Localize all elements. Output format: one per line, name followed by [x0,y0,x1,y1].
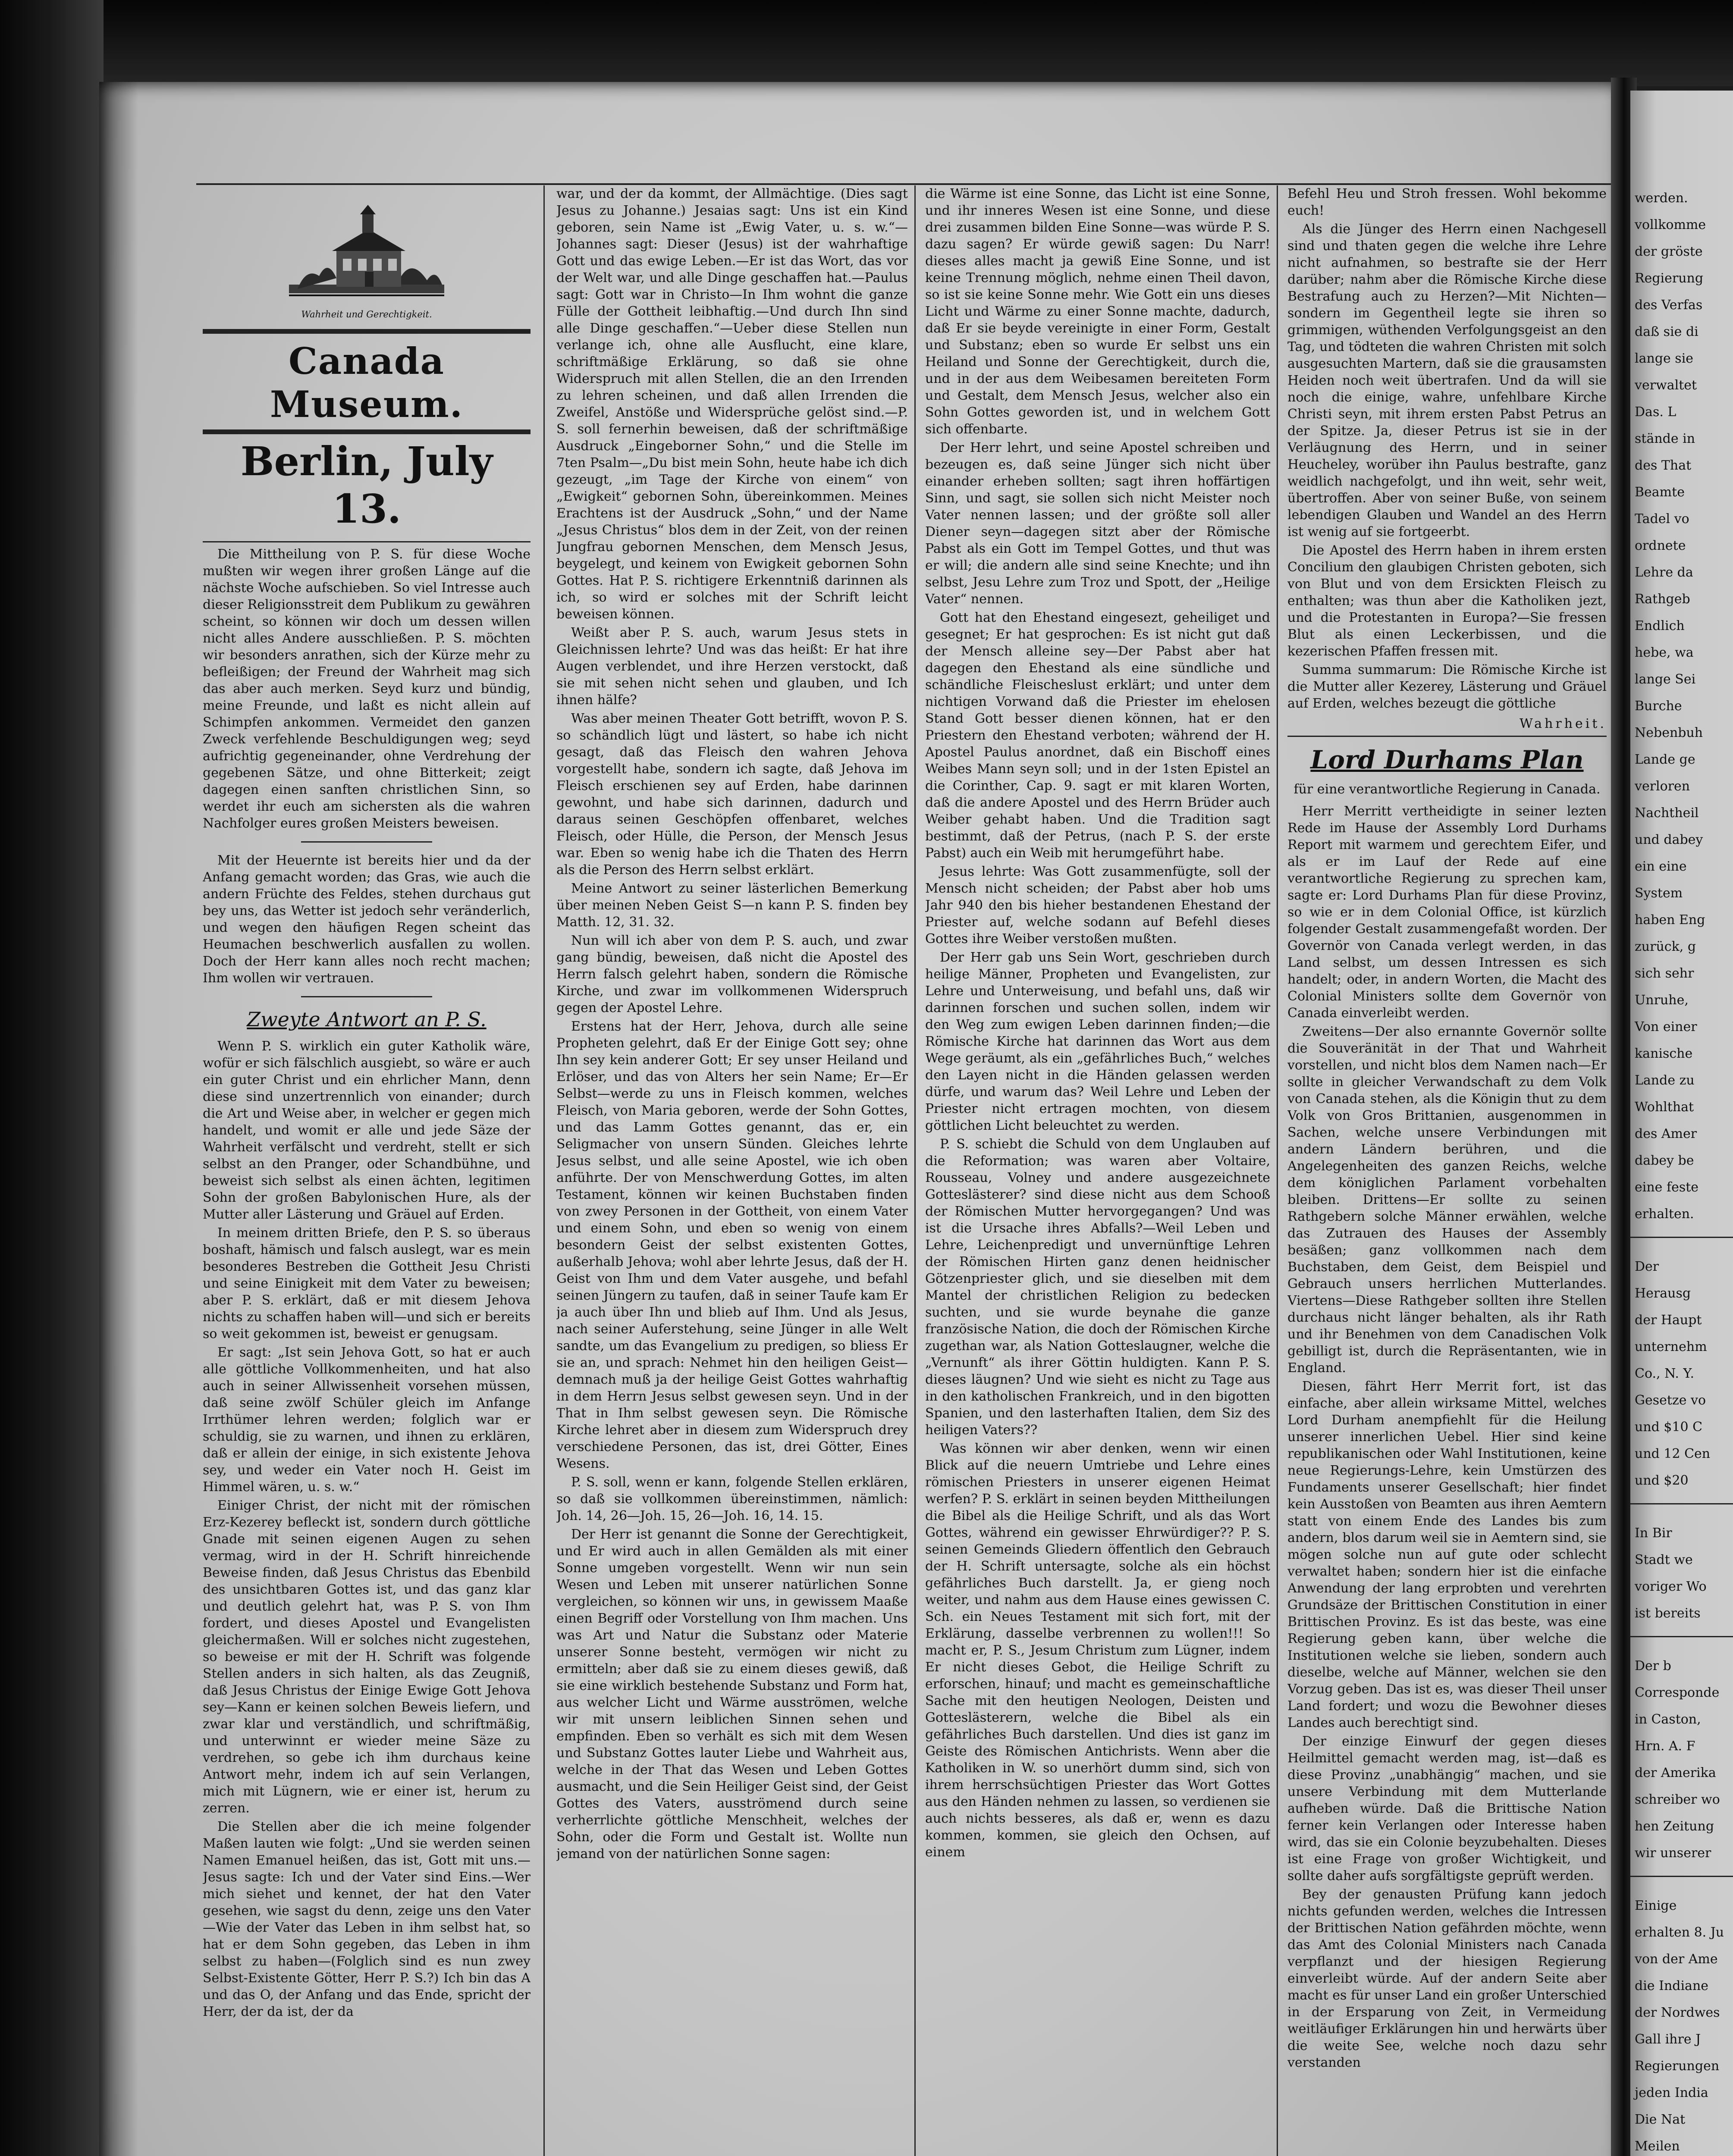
adjacent-page-fragment: und 12 Cen [1635,1446,1711,1461]
adjacent-page-fragment: verwaltet [1635,378,1697,393]
harvest-notice: Mit der Heuernte ist bereits hier und da der Anfang gemacht worden; das Gras, wie auch die andern Früchte des Feldes, stehen durchaus gut bey uns, das Wetter ist jedoch sehr veränderlich, und wegen den häufigen Regen scheint das Heumachen beschwerlich ausfallen zu wollen. Doch der Herr kann alles noch recht machen; Ihm wollen wir vertrauen. [203,853,531,986]
masthead-title: Canada Museum. [270,340,463,426]
scan-top-margin [0,0,1733,86]
adjacent-page-fragment: ist bereits [1635,1606,1701,1621]
article-paragraph: Herr Merritt vertheidigte in seiner lezten Rede im Hause der Assembly Lord Durhams Report mit warmem und gerechtem Eifer, und als er im Lauf der Rede auf eine verantwortliche Regierung zu sprechen kam, sagte er: Lord Durhams Plan für diese Provinz, so wie er in dem Colonial Office, ist kürzlich folgender Gestalt zusammengefaßt worden. Der Governör von Canada verlegt werden, in das Land selbst, um dessen Intressen es sich handelt; oder, in andern Worten, die Macht des Colonial Ministers sollte dem Governör von Canada einverleibt werden. [1287,804,1607,1021]
dateline-rule [203,541,531,542]
adjacent-page-fragment: Nachtheil [1635,805,1699,821]
article-paragraph: Der Herr ist genannt die Sonne der Gerechtigkeit, und Er wird auch in allen Gemälden als mit einer Sonne umgeben vorgestellt. Wenn wir nun sein Wesen und Leben mit unserer natürlichen Sonne vergleichen, so können wir uns, in gewissem Maaße einen Begriff oder Vorstellung von Ihm machen. Uns was Art und Natur die Substanz oder Materie unserer Sonne besteht, vermögen wir nicht zu ermitteln; aber daß sie zu einem dieses gewiß, daß sie eine wirklich bestehende Substanz und Form hat, aus welcher Licht und Wärme ausströmen, welche wir mit unsern leiblichen Sinnen sehen und empfinden. Eben so verhält es sich mit dem Wesen und Substanz Gottes lauter Liebe und Wahrheit aus, welche in der That das Wesen und Leben Gottes ausmacht, und die Sein Heiliger Geist sind, der Geist Gottes des Vaters, ausströmend durch seine verherrlichte göttliche Menschheit, welches der Sohn, oder die Form und Gestalt ist. Wollte nun jemand von der natürlichen Sonne sagen: [556,1527,908,1861]
adjacent-page-fragment: Gall ihre J [1635,2032,1701,2047]
article-paragraph: Erstens hat der Herr, Jehova, durch alle seine Propheten gelehrt, daß Er der Einige Gott sey; ohne Ihn sey kein anderer Gott; Er sey unser Heiland und Erlöser, und das von Alters her sein Name; Er—Er Selbst—werde zu uns in Fleisch kommen, welches Fleisch, von Maria geboren, werde der Sohn Gottes, und das Lamm Gottes genannt, das er, ein Seligmacher von unsern Sünden. Gleiches lehrte Jesus selbst, und alle seine Apostel, wie ich oben anführte. Der von Menschwerdung Gottes, im alten Testament, können wir keinen Buchstaben finden von zwey Personen in der Gottheit, von einem Vater und einem Sohn, und eben so wenig von einem besondern Geist der selbst existenten Gottes, außerhalb Jehova; wohl aber lehrte Jesus, daß der H. Geist von Ihm und dem Vater ausgehe, und befahl seinen Jüngern zu taufen, daß in seiner Taufe kam Er ja auch über Ihn und blieb auf Ihm. Und als Jesus, nach seiner Auferstehung, seine Jünger in alle Welt sandte, um das Evangelium zu predigen, so bliess Er sie an, und sprach: Nehmet hin den heiligen Geist—demnach muß ja der heilige Geist Gottes wahrhaftig in dem Herrn Jesus selbst gewesen seyn. Und in der That in Ihm selbst gewesen seyn. Die Römische Kirche lehret aber in diesem zum Widerspruch drey verschiedene Personen, das ist, drei Götter, Eines Wesens. [556,1019,908,1471]
adjacent-page-fragment: Regierung [1635,271,1704,286]
header-rule [196,183,1628,185]
reply-paragraph: Die Stellen aber die ich meine folgender Maßen lauten wie folgt: „Und sie werden seinen Namen Emanuel heißen, das ist, Gott mit uns.—Jesus sagte: Ich und der Vater sind Eins.—Wer mich siehet und kennet, der hat den Vater gesehen, wie sagst du denn, zeige uns den Vater—Wie der Vater das Leben in ihm selbst hat, so hat er dem Sohn gegeben, das Leben in ihm selbst zu haben—(Folglich sind es nun zwey Selbst-Existente Götter, Herr P. S.?) Ich bin das A und das O, der Anfang und das Ende, spricht der Herr, der da ist, der da [203,1819,531,2019]
adjacent-page-fragment: Endlich [1635,618,1685,633]
adjacent-page-fragment: Rathgeb [1635,592,1690,607]
durham-heading: Lord Durhams Plan [1310,745,1584,774]
adjacent-page-fragment: Lande ge [1635,752,1695,767]
article-paragraph: Diesen, fährt Herr Merrit fort, ist das einfache, aber allein wirksame Mittel, welches Lord Durham anempfiehlt für die Heilung unserer innerlichen Uebel. Hier sind keine republikanischen oder Wahl Institutionen, keine neue Regierungs-Lehre, kein Umstürzen des Fundaments unserer Gesellschaft; hier findet kein Ausstoßen von Beamten aus ihren Aemtern statt von einem Ende des Landes bis zum andern, blos darum weil sie in Aemtern sind, sie mögen solche nun auf gute oder schlecht verwaltet haben; sondern hier ist die einfache Anwendung der lang erprobten und verehrten Grundsäze der Brittischen Constitution in einer Brittischen Provinz. Es ist das beste, was eine Regierung geben kann, über welche die Institutionen welche sie lieben, sondern auch dieselbe, welche auf Männer, welchen sie den Vorzug geben. Das ist es, was dieser Theil unser Land fordert; und wozu die Bewohner dieses Landes auch berechtigt sind. [1287,1379,1607,1730]
adjacent-page-fragment: Herausg [1635,1286,1691,1301]
adjacent-page-fragment: Hrn. A. F [1635,1739,1695,1754]
article-paragraph: Als die Jünger des Herrn einen Nachgesell sind und thaten gegen die welche ihre Lehre nicht aufnahmen, so bestrafte sie der Herr darüber; nahm aber die Römische Kirche diese Bestrafung auch zu Herzen?—Mit Nichten—sondern im Gegentheil legte sie ihren so grimmigen, wüthenden Verfolgungsgeist an den Tag, und tödteten die wahren Christen mit solch ausgesuchten Martern, daß sie die grausamsten Heiden noch weit übertrafen. Und da will sie noch die einige, wahre, unfehlbare Kirche Christi seyn, mit ihrem ersten Pabst Petrus an der Spitze. Ja, dieser Petrus ist sie in der Verläugnung des Herrn, und in seiner Heucheley, worüber ihn Paulus bestrafte, ganz weidlich nachgefolgt, und ihn weit, sehr weit, übertroffen. Aber von seiner Buße, von seinem lebendigen Glauben und Wandel an des Herrn ist wenig auf sie fortgeerbt. [1287,222,1607,539]
article-paragraph: Meine Antwort zu seiner lästerlichen Bemerkung über meinen Neben Geist S—n kann P. S. finden bey Matth. 12, 31. 32. [556,881,908,930]
adjacent-page-fragment: Burche [1635,699,1682,714]
article-paragraph: Bey der genausten Prüfung kann jedoch nichts gefunden werden, welches die Intressen der Brittischen Nation gefährden möchte, wenn das Amt des Colonial Ministers nach Canada verpflanzt und der hiesigen Regierung einverleibt würde. Auf der andern Seite aber macht es für unser Land ein großer Unterschied in der Ersparung von Zeit, in Vermeidung weitläufiger Erklärungen hin und herwärts über die weite See, welche noch dazu sehr verstanden [1287,1887,1607,2070]
adjacent-page-fragment: haben Eng [1635,912,1705,928]
article-paragraph: Was aber meinen Theater Gott betrifft, wovon P. S. so schändlich lügt und lästert, so habe ich nicht gesagt, daß das Fleisch den wahren Jehova vorgestellt habe, sondern ich sagte, daß Jehova im Fleisch erschienen sey auf Erden, habe darinnen gewohnt, und habe sich darinnen, dadurch und daraus seinen Geschöpfen offenbaret, welches Fleisch, oder Hülle, die Person, der Mensch Jesus war. Eben so wenig habe ich die Thaten des Herrn als die Person des Herrn selbst erklärt. [556,711,908,877]
adjacent-page-fragment: des Amer [1635,1126,1697,1141]
masthead-rule-top [203,329,531,334]
adjacent-page-fragment: System [1635,886,1683,901]
adjacent-page-fragment: daß sie di [1635,324,1698,339]
adjacent-page-fragment: der Haupt [1635,1313,1702,1328]
reply-paragraph: In meinem dritten Briefe, den P. S. so überaus boshaft, hämisch und falsch auslegt, war es mein besonderes Bestreben die Gottheit Jesu Christi und seine Einigkeit mit dem Vater zu beweisen; aber P. S. erklärt, daß er mit diesem Jehova nichts zu schaffen haben will—und sich er bereits so weit gekommen ist, beweist er genugsam. [203,1225,531,1341]
adjacent-page-fragment: Der [1635,1259,1659,1274]
adjacent-page-fragment: und $20 [1635,1473,1689,1488]
article-paragraph: Die Apostel des Herrn haben in ihrem ersten Concilium den glaubigen Christen geboten, sich von Blut und von dem Ersickten Fleisch zu enthalten; was thun aber die Katholiken jezt, und die Protestanten in Europa?—Sie fressen Blut als einen Leckerbissen, und die kezerischen Pfaffen fressen mit. [1287,543,1607,659]
article-paragraph: die Wärme ist eine Sonne, das Licht ist eine Sonne, und ihr inneres Wesen ist eine Sonne, und diese drei zusammen bilden Eine Sonne—was würde P. S. dazu sagen? Er würde gewiß sagen: Du Narr! dieses alles macht ja gewiß Eine Sonne, und ist keine Trennung möglich, nehme einen Theil davon, so ist sie keine Sonne mehr. Wie Gott ein uns dieses Licht und Wärme zu einer Sonne machte, dadurch, daß Er sie beyde vereinigte in einer Form, Gestalt und Substanz; eben so wurde Er selbst uns ein Heiland und Sonne der Gerechtigkeit, durch die, und in der aus dem Weibesamen bereiteten Form und Gestalt, dem Mensch Jesus, welcher also ein Sohn Gottes geworden ist, und in welchem Gott sich offenbarte. [925,186,1270,437]
article-paragraph: Was können wir aber denken, wenn wir einen Blick auf die neuern Umtriebe und Lehre eines römischen Priesters in unserer eigenen Heimat werfen? P. S. erklärt in seinen beyden Mittheilungen die Bibel als die Heilige Schrift, und als das Wort Gottes, während ein gewisser Ehrwürdiger?? P. S. seinen Gemeinds Gliedern öffentlich den Gebrauch der H. Schrift untersagte, solche als ein höchst gefährliches Buch darstellt. Ja, er gieng noch weiter, und nahm aus dem Hause eines gewissen C. Sch. ein Neues Testament mit sich fort, mit der Erklärung, dasselbe verbrennen zu wollen!!! So macht er, P. S., Jesum Christum zum Lügner, indem Er nicht dieses Gebot, die Heilige Schrift zu erforschen, hinauf; und macht es gemeinschaftliche Sache mit den heutigen Neologen, Deisten und Gotteslästerern, welche die Bibel als ein gefährliches Buch darstellen. Und dies ist ganz im Geiste des Römischen Antichrists. Wenn aber die Katholiken in W. so unerhört dumm sind, sich von ihrem herrschsüchtigen Priester das Wort Gottes aus den Händen nehmen zu lassen, so verdienen sie auch nichts besseres, als daß er, wenn es dazu kommen, kommen, sie gleich den Ochsen, auf einem [925,1441,1270,1860]
adjacent-page-fragment: Tadel vo [1635,511,1689,526]
adjacent-page-fragment: schreiber wo [1635,1792,1720,1807]
article-paragraph: Gott hat den Ehestand eingesezt, geheiliget und gesegnet; Er hat gesprochen: Es ist nicht gut daß der Mensch alleine sey—Der Pabst aber hat dagegen den Ehestand als eine sündliche und schändliche Fleischeslust erklärt; und unter dem nichtigen Vorwand daß die Priester im ehelosen Stand Gott besser dienen können, hat er den Priestern den Ehestand verboten; während der H. Apostel Paulus anordnet, daß ein Bischoff eines Weibes Mann seyn soll; und in der 1sten Epistel an die Corinther, Cap. 9. sagt er mit klaren Worten, daß die andere Apostel und des Herrn Brüder auch Weiber gehabt haben. Und die Tradition sagt bestimmt, daß der Petrus, (nach P. S. der erste Pabst) auch ein Weib mit herumgeführt habe. [925,610,1270,861]
reply-paragraph: Wenn P. S. wirklich ein guter Katholik wäre, wofür er sich fälschlich ausgiebt, so wäre er auch ein guter Christ und ein ehrlicher Mann, denn diese sind unzertrennlich von einander; durch die Art und Weise aber, in welcher er gegen mich handelt, und womit er alle und jede Säze der Wahrheit verfälscht und verdreht, stellt er sich selbst an den Pranger, oder Schandbühne, und beweist sich selbst als einen ächten, legitimen Sohn der großen Babylonischen Hure, als der Mutter aller Lästerung und Gräuel auf Erden. [203,1039,531,1222]
adjacent-page-fragment: Meilen [1635,2139,1680,2154]
adjacent-page-fragment: werden. [1635,191,1688,206]
article-paragraph: Nun will ich aber von dem P. S. auch, und zwar gang bündig, beweisen, daß nicht die Apostel des Herrn falsch gelehrt haben, sondern die Römische Kirche, und zwar im vollkommenen Widerspruch gegen der Apostel Lehre. [556,933,908,1015]
article-paragraph: Jesus lehrte: Was Gott zusammenfügte, soll der Mensch nicht scheiden; der Pabst aber hob ums Jahr 940 den bis hieher bestandenen Ehestand der Priester auf, welche sodann auf Befehl dieses Gottes ihre Weiber verstoßen mußten. [925,864,1270,946]
masthead-rule-bottom [203,429,531,434]
column-rule [1277,185,1278,2156]
adjacent-page-fragment: zurück, g [1635,939,1696,954]
scan-left-margin [0,0,104,2156]
adjacent-page-fragment: Der b [1635,1658,1671,1673]
adjacent-page-rule [1630,1876,1733,1877]
adjacent-page-fragment: von der Ame [1635,1952,1718,1967]
adjacent-page [1630,91,1733,2156]
reply-paragraph: Einiger Christ, der nicht mit der römischen Erz-Kezerey befleckt ist, sondern durch göttliche Gnade mit seinen eigenen Augen zu sehen vermag, wird in der H. Schrift hinreichende Beweise finden, daß Jesus Christus das Ebenbild des unsichtbaren Gottes ist, und das ganz klar und deutlich gelehrt hat, was P. S. von Ihm fordert, und dieses Apostel und Evangelisten gleichermaßen. Will er solches nicht zugestehen, so beweise er mit der H. Schrift was folgende Stellen anders in sich halten, als das Zeugniß, daß Jesus Christus der Einige Ewige Gott Jehova sey—Kann er keinen solchen Beweis liefern, und zwar klar und verständlich, und schriftmäßig, und unterwinnt er wieder meine Säze zu verdrehen, so gebe ich ihm durchaus keine Antwort mehr, indem ich auf sein Verlangen, mich mit Lügnern, wie er einer ist, herum zu zerren. [203,1498,531,1816]
adjacent-page-fragment: Lehre da [1635,565,1693,580]
divider [301,841,432,843]
adjacent-page-fragment: vollkomme [1635,217,1706,232]
page-fold-shadow [99,82,138,2156]
reply-heading: Zweyte Antwort an P. S. [247,1008,487,1031]
adjacent-page-fragment: ordnete [1635,538,1686,553]
column-4 [1287,185,1607,2156]
adjacent-page-fragment: wir unserer [1635,1846,1711,1861]
adjacent-page-fragment: eine feste [1635,1180,1699,1195]
adjacent-page-fragment: verloren [1635,779,1690,794]
adjacent-page-fragment: Das. L [1635,404,1676,420]
adjacent-page-fragment: Stadt we [1635,1552,1693,1567]
masthead-motto: Wahrheit und Gerechtigkeit. [301,309,432,320]
article-paragraph: P. S. schiebt die Schuld von dem Unglauben auf die Reformation; was waren aber Voltaire, Rousseau, Volney und andere ausgezeichnete Gotteslästerer? sind diese nicht aus dem Schooß der Römischen Mutter hervorgegangen? Und was ist die Ursache ihres Abfalls?—Weil Leben und Lehre, Leichenpredigt und unvernünftige Lehren der Römischen Hirten ganz denen heidnischer Götzenpriester glich, und sie dieselben mit dem Mantel der christlichen Religion zu bedecken suchten, und sie wurde beynahe die ganze französische Nation, die doch der Römischen Kirche zugethan war, als Nation Gotteslaugner, welche die „Vernunft“ als ihrer Göttin huldigten. Kann P. S. dieses läugnen? Und wie sieht es nicht zu Tage aus in den katholischen Frankreich, und in den bigotten Spanien, und den lasterhaften Italien, dem Siz des heiligen Vaters?? [925,1137,1270,1438]
adjacent-page-fragment: des Verfas [1635,298,1703,313]
durham-subheading: für eine verantwortliche Regierung in Canada. [1293,782,1601,797]
adjacent-page-fragment: Einige [1635,1898,1677,1913]
article-paragraph: war, und der da kommt, der Allmächtige. (Dies sagt Jesus zu Johanne.) Jesaias sagt: Uns ist ein Kind geboren, sein Name ist „Ewig Vater, u. s. w.“—Johannes sagt: Dieser (Jesus) ist der wahrhaftige Gott und das ewige Leben.—Er ist das Wort, das vor der Welt war, und alle Dinge geschaffen hat.—Paulus sagt: Gott war in Christo—In Ihm wohnt die ganze Fülle der Gottheit leibhaftig.—Und durch Ihn sind alle Dinge geschaffen.“—Ueber diese Stellen nun verlange ich, ohne alle Ausflucht, eine klare, schriftmäßige Erklärung, so daß sie ohne Widerspruch mit allen Stellen, die an den Irrenden zu lehren scheinen, und daß allen Irrenden die Zweifel, Anstöße und Widersprüche gelöst sind.—P. S. soll fernerhin beweisen, daß der schriftmäßige Ausdruck „Eingeborner Sohn,“ und die Stelle im 7ten Psalm—„Du bist mein Sohn, heute habe ich dich gezeugt, „im Tage der Kirche von einem“ von „Ewigkeit“ gebornen Sohn, übereinkommen. Meines Erachtens ist der Ausdruck „Sohn,“ und der Name „Jesus Christus“ blos dem in der Zeit, von der reinen Jungfrau gebornen Menschen, dem Mensch Jesus, beygelegt, und keinem von Ewigkeit gebornen Sohn Gottes. Hat P. S. richtigere Erkenntniß darinnen als ich, so wird er solches mit der Schrift leicht beweisen können. [556,186,908,622]
adjacent-page-fragment: In Bir [1635,1526,1672,1541]
adjacent-page-fragment: die Indiane [1635,1978,1709,1993]
column-2 [556,185,908,2156]
adjacent-page-fragment: voriger Wo [1635,1579,1707,1594]
article-paragraph: Der Herr gab uns Sein Wort, geschrieben durch heilige Männer, Propheten und Evangelisten, zur Lehre und Unterweisung, und befahl uns, daß wir darinnen forschen und suchen sollen, indem wir den Weg zum ewigen Leben darinnen finden;—die Römische Kirche hat darinnen das Wort aus dem Wege geräumt, als ein „gefährliches Buch,“ welches den Layen nicht in die Händen gelassen werden dürfe, und warum das? Weil Lehre und Leben der Priester nicht ertragen mochten, von diesem göttlichen Licht beleuchtet zu werden. [925,950,1270,1133]
divider [301,996,432,997]
dateline: Berlin, July 13. [240,438,493,532]
article-paragraph: Zweitens—Der also ernannte Governör sollte die Souveränität in der That und Wahrheit vorstellen, und nicht blos dem Namen nach—Er sollte in gleicher Verwandschaft zu dem Volk von Canada stehen, als die Königin thut zu dem Volk von Gros Brittanien, ausgenommen in Sachen, welche unsere Verbindungen mit andern Ländern berühren, und die Angelegenheiten des ganzen Reichs, welche dem königlichen Parlament vorbehalten bleiben. Drittens—Er sollte zu seinen Rathgebern solche Männer erwählen, welche das Zutrauen des Hauses der Assembly besäßen; ganz vollkommen nach dem Buchstaben, dem Geist, dem Beispiel und Gebrauch unsers herrlichen Mutterlandes. Viertens—Diese Rathgeber sollten ihre Stellen durchaus nicht länger behalten, als ihr Rath und ihr Benehmen von dem Canadischen Volk gebilligt ist, durch die Repräsentanten, wie in England. [1287,1024,1607,1376]
adjacent-page-fragment: Gesetze vo [1635,1393,1706,1408]
adjacent-page-fragment: dabey be [1635,1153,1694,1168]
column-3 [925,185,1270,2156]
adjacent-page-fragment: Nebenbuh [1635,725,1703,740]
adjacent-page-fragment: Von einer [1635,1019,1697,1034]
adjacent-page-fragment: und $10 C [1635,1420,1703,1435]
adjacent-page-fragment: der gröste [1635,244,1703,259]
article-paragraph: Befehl Heu und Stroh fressen. Wohl bekomme euch! [1287,186,1607,218]
adjacent-page-fragment: der Nordwes [1635,2005,1720,2020]
adjacent-page-fragment: Wohlthat [1635,1100,1694,1115]
column-1 [203,185,531,2156]
adjacent-page-fragment: des That [1635,458,1692,473]
adjacent-page-fragment: Co., N. Y. [1635,1366,1694,1381]
article-paragraph: Der einzige Einwurf der gegen dieses Heilmittel gemacht werden mag, ist—daß es diese Provinz „unabhängig“ machen, und sie unsere Verbindung mit dem Mutterlande aufheben würde. Daß die Brittische Nation ferner kein Verlangen oder Interesse haben wird, das sie ein Colonie beyzubehalten. Dieses ist eine Frage von großer Wichtigkeit, und sollte daher aufs sorgfältigste geprüft werden. [1287,1734,1607,1883]
adjacent-page-fragment: erhalten. [1635,1206,1694,1222]
adjacent-page-rule [1630,1237,1733,1238]
adjacent-page-fragment: lange Sei [1635,672,1696,687]
adjacent-page-fragment: jeden India [1635,2085,1708,2100]
article-paragraph: Der Herr lehrt, und seine Apostel schreiben und bezeugen es, daß seine Jünger sich nicht über einander erheben sollten; sagt ihren hoffärtigen Sinn, und sagt, sie sollen sich nicht Meister noch Vater nennen lassen; und der größte soll aller Diener seyn—dagegen sitzt aber der Römische Pabst als ein Gott im Tempel Gottes, und thut was er will; die andern alle sind seine Knechte; und ihn selbst, Jesu Lehre zum Troz und Spott, der „Heilige Vater“ nennen. [925,440,1270,607]
adjacent-page-fragment: Die Nat [1635,2112,1686,2127]
adjacent-page-fragment: der Amerika [1635,1765,1716,1780]
adjacent-page-fragment: kanische [1635,1046,1693,1061]
adjacent-page-rule [1630,1503,1733,1504]
adjacent-page-fragment: sich sehr [1635,966,1694,981]
schoolhouse-vignette [289,203,444,302]
adjacent-page-fragment: unternehm [1635,1339,1707,1354]
adjacent-page-fragment: und dabey [1635,832,1703,847]
adjacent-page-fragment: hebe, wa [1635,645,1694,660]
adjacent-page-fragment: stände in [1635,431,1695,446]
article-paragraph: Summa summarum: Die Römische Kirche ist die Mutter aller Kezerey, Lästerung und Gräuel auf Erden, welches bezeugt die göttliche [1287,662,1607,711]
adjacent-page-fragment: erhalten 8. Ju [1635,1925,1724,1940]
adjacent-page-fragment: Corresponde [1635,1685,1720,1700]
editorial-notice: Die Mittheilung von P. S. für diese Woche mußten wir wegen ihrer großen Länge auf die nächste Woche aufschieben. So viel Intresse auch dieser Religionsstreit dem Publikum zu gewähren scheint, so können wir doch um dessen willen nicht alles Andere ausschließen. P. S. möchten wir besonders anrathen, sich der Kürze mehr zu befleißigen; der Freund der Wahrheit mag sich das aber auch merken. Seyd kurz und bündig, meine Freunde, und laßt es nicht allein auf Schimpfen ankommen. Vermeidet den ganzen Zweck verfehlende Beschuldigungen weg; seyd aufrichtig gegeneinander, ohne Verdrehung der gegebenen Sätze, und ohne Bitterkeit; zeigt dagegen einen sanften christlichen Sinn, so werdet ihr euch am sichersten als die wahren Nachfolger eures großen Meisters beweisen. [203,547,531,831]
article-paragraph: P. S. soll, wenn er kann, folgende Stellen erklären, so daß sie vollkommen übereinstimmen, nämlich: Joh. 14, 26—Joh. 15, 26—Joh. 16, 14. 15. [556,1475,908,1523]
adjacent-page-fragment: Regierungen [1635,2059,1720,2074]
adjacent-page-fragment: Unruhe, [1635,993,1689,1008]
section-rule [1287,736,1607,737]
adjacent-page-rule [1630,1636,1733,1637]
column-rule [914,185,916,2156]
adjacent-page-fragment: hen Zeitung [1635,1819,1714,1834]
adjacent-page-fragment: in Caston, [1635,1712,1701,1727]
adjacent-page-fragment: lange sie [1635,351,1694,366]
adjacent-page-fragment: Lande zu [1635,1073,1695,1088]
article-paragraph: Weißt aber P. S. auch, warum Jesus stets in Gleichnissen lehrte? Und was das heißt: Er hat ihre Augen verblendet, und ihre Herzen verstockt, daß sie mit sehen nicht sehen und glauben, und Ich ihnen hälfe? [556,625,908,708]
adjacent-page-fragment: ein eine [1635,859,1687,874]
signature: Wahrheit. [1519,716,1607,731]
column-rule [543,185,545,2156]
reply-paragraph: Er sagt: „Ist sein Jehova Gott, so hat er auch alle göttliche Vollkommenheiten, und hat also auch in seiner Allwissenheit vorsehen müssen, daß seine zwölf Schüler gleich im Anfange Irrthümer lehren werden; folglich war er schuldig, sie zu warnen, und ihnen zu erklären, daß er allein der einige, in sich existente Jehova sey, und weder ein Vater noch H. Geist im Himmel wären, u. s. w.“ [203,1345,531,1495]
adjacent-page-fragment: Beamte [1635,485,1685,500]
